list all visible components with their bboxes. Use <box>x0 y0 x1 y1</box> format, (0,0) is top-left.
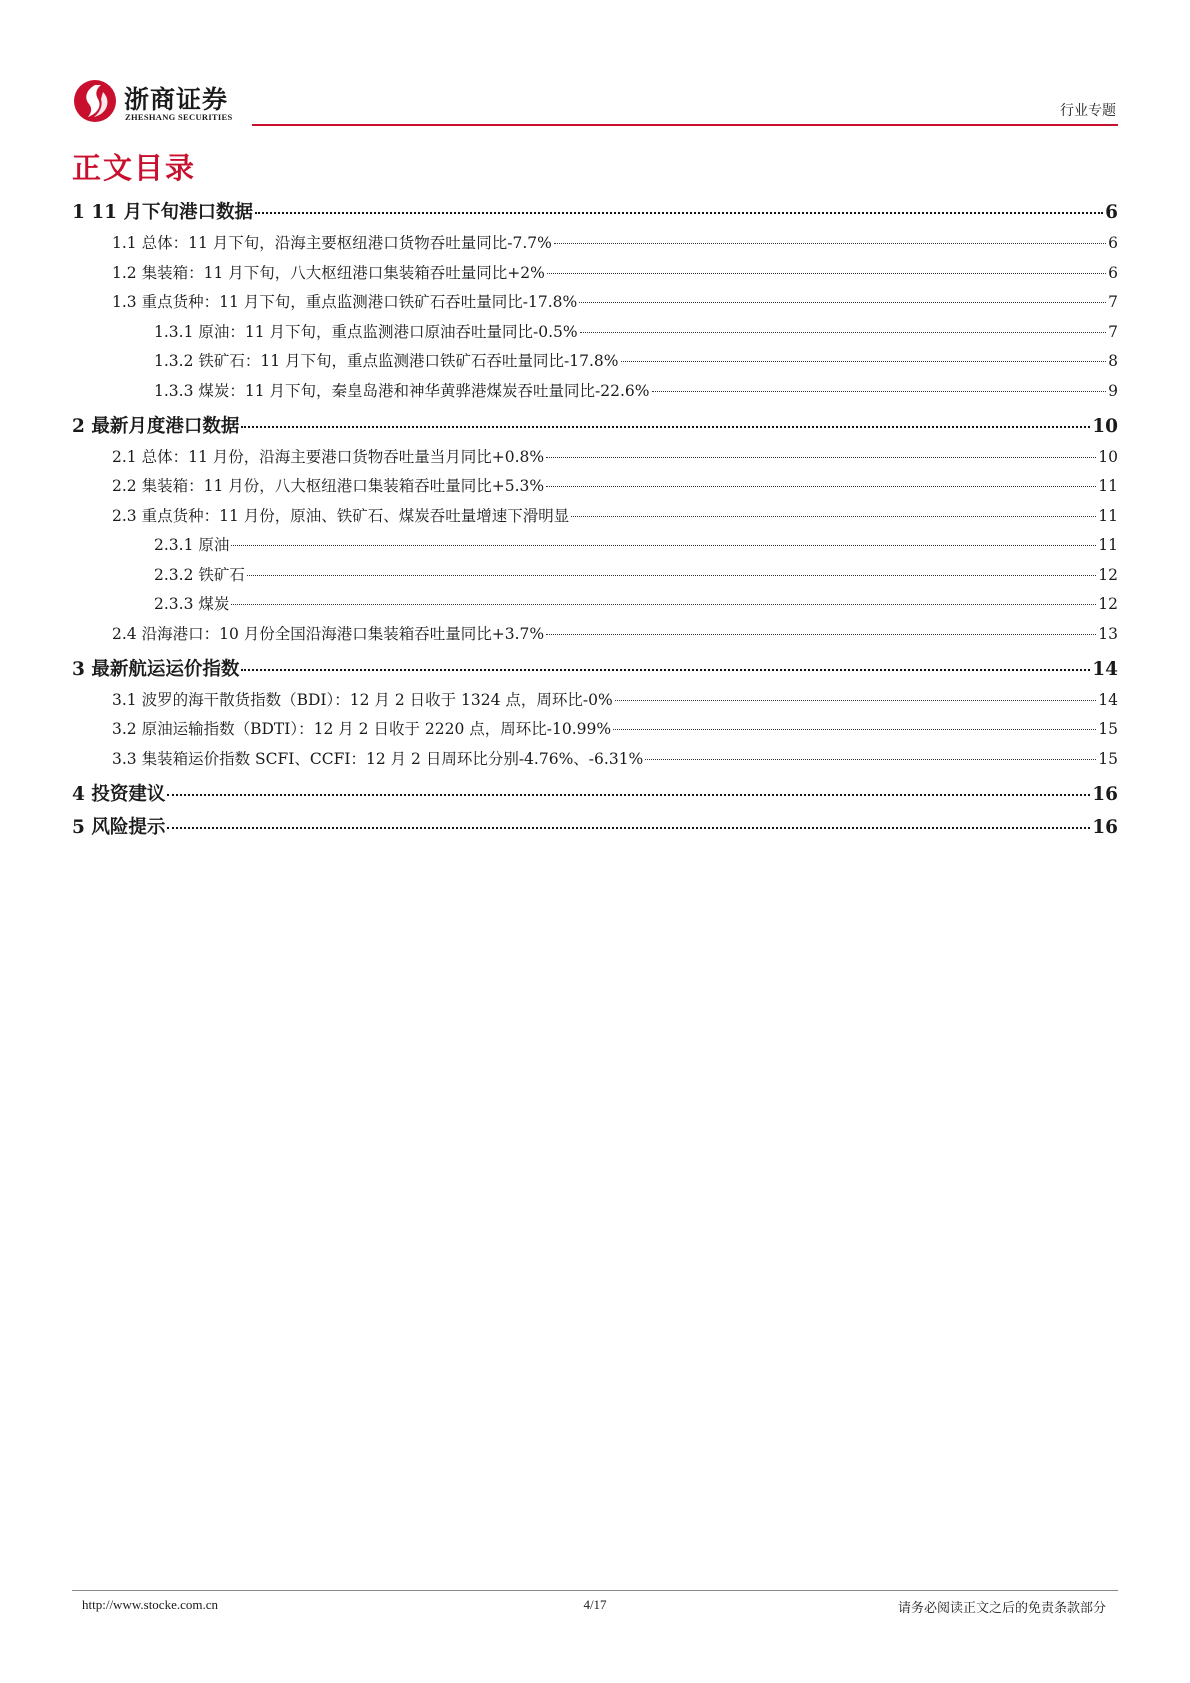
toc-entry[interactable] <box>72 504 1118 526</box>
toc-leader-dots <box>167 794 1090 796</box>
toc-entry-page: 7 <box>1108 293 1118 311</box>
toc-entry[interactable] <box>72 688 1118 710</box>
document-type-label: 行业专题 <box>1060 103 1116 119</box>
footer-divider <box>72 1590 1118 1591</box>
toc-entry-page: 8 <box>1108 352 1118 370</box>
toc-entry-title: 2.3.1 原油 <box>154 536 230 554</box>
toc-entry[interactable] <box>72 592 1118 614</box>
page-header <box>72 70 1118 130</box>
toc-title: 正文目录 <box>72 151 197 185</box>
toc-entry-page: 7 <box>1108 322 1118 341</box>
toc-entry[interactable] <box>72 747 1118 769</box>
toc-entry-title: 1.2 集装箱：11 月下旬，八大枢纽港口集装箱吞吐量同比+2% <box>112 263 545 282</box>
toc-leader-dots <box>546 634 1096 635</box>
toc-entry[interactable] <box>72 412 1118 438</box>
toc-entry-title: 1 11 月下旬港口数据 <box>72 202 253 223</box>
toc-entry-title: 2.3.3 煤炭 <box>154 595 230 613</box>
toc-entry[interactable] <box>72 320 1118 342</box>
toc-entry-page: 14 <box>1092 658 1118 680</box>
toc-entry-page: 12 <box>1098 565 1118 584</box>
footer-url[interactable]: http://www.stocke.com.cn <box>82 1597 218 1612</box>
toc-leader-dots <box>554 243 1106 244</box>
toc-entry[interactable] <box>72 563 1118 585</box>
toc-leader-dots <box>546 457 1096 458</box>
logo-chinese-name: 浙商证券 <box>124 85 229 114</box>
header-divider <box>252 124 1118 126</box>
toc-entry-title: 1.3 重点货种：11 月下旬，重点监测港口铁矿石吞吐量同比-17.8% <box>112 293 578 311</box>
toc-leader-dots <box>241 426 1090 428</box>
toc-entry[interactable] <box>72 655 1118 681</box>
toc-entry[interactable] <box>72 445 1118 467</box>
toc-entry-title: 3.1 波罗的海干散货指数（BDI）：12 月 2 日收于 1324 点，周环比-0% <box>112 690 613 709</box>
toc-leader-dots <box>571 516 1096 517</box>
toc-entry-title: 4 投资建议 <box>72 783 166 805</box>
toc-leader-dots <box>231 604 1096 605</box>
toc-entry-title: 1.3.2 铁矿石：11 月下旬，重点监测港口铁矿石吞吐量同比-17.8% <box>154 352 619 370</box>
toc-entry[interactable] <box>72 533 1118 555</box>
toc-entry[interactable] <box>72 379 1118 401</box>
toc-entry-title: 2.2 集装箱：11 月份，八大枢纽港口集装箱吞吐量同比+5.3% <box>112 477 545 495</box>
toc-entry[interactable] <box>72 261 1118 283</box>
toc-entry-page: 11 <box>1098 536 1118 554</box>
toc-entry-page: 14 <box>1098 690 1118 709</box>
toc-leader-dots <box>615 700 1097 701</box>
toc-entry-title: 2.3.2 铁矿石 <box>154 565 245 584</box>
toc-entry[interactable] <box>72 780 1118 806</box>
toc-entry-page: 15 <box>1098 720 1118 738</box>
toc-entry-page: 6 <box>1108 234 1118 252</box>
toc-entry-title: 1.1 总体：11 月下旬，沿海主要枢纽港口货物吞吐量同比-7.7% <box>112 234 552 252</box>
toc-entry-page: 11 <box>1098 477 1118 495</box>
toc-entry-title: 3.3 集装箱运价指数 SCFI、CCFI：12 月 2 日周环比分别-4.76%、-6.31% <box>112 749 644 768</box>
toc-leader-dots <box>231 545 1096 546</box>
toc-entry-title: 2.1 总体：11 月份，沿海主要港口货物吞吐量当月同比+0.8% <box>112 447 545 466</box>
toc-entry[interactable] <box>72 717 1118 739</box>
toc-entry-page: 16 <box>1092 783 1118 805</box>
toc-entry-title: 2.4 沿海港口：10 月份全国沿海港口集装箱吞吐量同比+3.7% <box>112 624 545 643</box>
toc-leader-dots <box>167 827 1090 829</box>
company-logo <box>72 78 252 126</box>
toc-entry-page: 10 <box>1098 447 1118 466</box>
toc-leader-dots <box>580 332 1106 333</box>
toc-leader-dots <box>255 212 1103 214</box>
toc-entry-title: 1.3.1 原油：11 月下旬，重点监测港口原油吞吐量同比-0.5% <box>154 322 578 341</box>
toc-entry-title: 5 风险提示 <box>72 816 166 838</box>
toc-entry-title: 2.3 重点货种：11 月份，原油、铁矿石、煤炭吞吐量增速下滑明显 <box>112 506 570 525</box>
toc-entry-page: 9 <box>1108 381 1118 400</box>
toc-entry[interactable] <box>72 231 1118 253</box>
logo-english-name: ZHESHANG SECURITIES <box>125 112 233 122</box>
toc-leader-dots <box>547 273 1106 274</box>
toc-leader-dots <box>621 361 1107 362</box>
toc-entry[interactable] <box>72 474 1118 496</box>
toc-entry[interactable] <box>72 349 1118 371</box>
toc-leader-dots <box>652 391 1107 392</box>
toc-entry-page: 13 <box>1098 624 1118 643</box>
page-number: 4/17 <box>583 1597 607 1612</box>
toc-entry-page: 6 <box>1105 202 1118 223</box>
toc-leader-dots <box>579 302 1106 303</box>
toc-entry-page: 6 <box>1108 263 1118 282</box>
toc-entry-title: 1.3.3 煤炭：11 月下旬，秦皇岛港和神华黄骅港煤炭吞吐量同比-22.6% <box>154 381 650 400</box>
toc-leader-dots <box>546 486 1096 487</box>
toc-entry-title: 3.2 原油运输指数（BDTI）：12 月 2 日收于 2220 点，周环比-10.99% <box>112 720 612 738</box>
footer-disclaimer: 请务必阅读正文之后的免责条款部分 <box>897 1601 1106 1616</box>
toc-entry[interactable] <box>72 622 1118 644</box>
page-footer <box>72 1597 1118 1619</box>
toc-entry[interactable] <box>72 290 1118 312</box>
toc-entry-page: 16 <box>1092 816 1118 838</box>
toc-entry-title: 2 最新月度港口数据 <box>72 415 240 437</box>
toc-leader-dots <box>645 759 1096 760</box>
toc-entry[interactable] <box>72 198 1118 224</box>
toc-entry-page: 11 <box>1098 506 1118 525</box>
toc-entry-page: 10 <box>1092 415 1118 437</box>
logo-mark-icon <box>72 78 118 124</box>
toc-leader-dots <box>247 575 1096 576</box>
toc-entry-page: 15 <box>1098 749 1118 768</box>
toc-leader-dots <box>241 669 1090 671</box>
toc-leader-dots <box>613 729 1096 730</box>
toc-entry-title: 3 最新航运运价指数 <box>72 658 240 680</box>
toc-entry-page: 12 <box>1098 595 1118 613</box>
toc-entry[interactable] <box>72 813 1118 839</box>
